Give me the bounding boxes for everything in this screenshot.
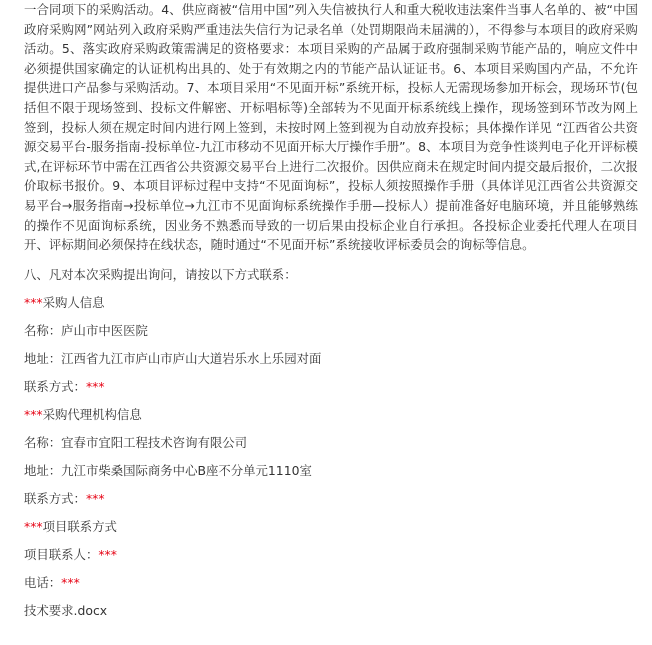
masked-text: ***	[24, 518, 43, 534]
agency-section-title	[24, 401, 638, 429]
agency-name	[24, 429, 638, 457]
purchaser-contact-label: 联系方式：	[24, 378, 86, 394]
masked-text: ***	[98, 546, 117, 562]
masked-text: ***	[85, 490, 105, 506]
agency-contact	[24, 485, 638, 513]
agency-address-label: 地址：	[24, 462, 62, 478]
project-contact-section-title	[24, 513, 638, 541]
purchaser-address-value: 江西省九江市庐山市庐山大道岩乐水上乐园对面	[61, 350, 322, 366]
attachment-link[interactable]: 技术要求.docx	[24, 602, 108, 618]
masked-text: ***	[24, 294, 43, 310]
agency-name-value: 宜春市宜阳工程技术咨询有限公司	[61, 434, 248, 450]
project-contact-person	[24, 541, 638, 569]
masked-text: ***	[61, 574, 80, 590]
project-contact-phone-label: 电话：	[24, 574, 62, 590]
agency-title-label: 采购代理机构信息	[42, 406, 142, 422]
purchaser-section-title	[24, 289, 638, 317]
purchaser-contact	[24, 373, 638, 401]
agency-address	[24, 457, 638, 485]
purchaser-name	[24, 317, 638, 345]
contact-heading: 八、凡对本次采购提出询问，请按以下方式联系：	[24, 266, 297, 282]
requirements-paragraph: 一合同项下的采购活动。4、供应商被“信用中国”列入失信被执行人和重大税收违法案件当事人名单的、被“中国政府采购网”网站列入政府采购严重违法失信行为记录名单（处罚期限尚未届满的），不得参与本项目的政府采购活动。5、落实政府采购政策需满足的资格要求：本项目采购的产品属于政府强制采购节能产品的，响应文件中必须提供国家确定的认证机构出具的、处于有效期之内的节能产品认证证书。6、本项目采购国内产品，不允许提供进口产品参与采购活动。7、本项目采用“不见面开标”系统开标，投标人无需现场参加开标会，现场环节(包括但不限于现场签到、投标文件解密、开标唱标等)全部转为不见面开标系统线上操作，现场签到环节改为网上签到，投标人须在规定时间内进行网上签到，未按时网上签到视为自动放弃投标；具体操作详见 “江西省公共资源交易平台-服务指南-投标单位-九江市移动不见面开标大厅操作手册”。8、本项目为竞争性谈判电子化开评标模式,在评标环节中需在江西省公共资源交易平台上进行二次报价。因供应商未在规定时间内提交最后报价，二次报价取标书报价。9、本项目评标过程中支持“不见面询标”，投标人须按照操作手册（具体详见江西省公共资源交易平台→服务指南→投标单位→九江市不见面询标系统操作手册—投标人）提前准备好电脑环境，并且能够熟练的操作不见面询标系统，因业务不熟悉而导致的一切后果由投标企业自行承担。各投标企业委托代理人在项目开、评标期间必须保持在线状态，随时通过“不见面开标”系统接收评标委员会的询标等信息。	[24, 2, 638, 253]
project-contact-title-label: 项目联系方式	[42, 518, 117, 534]
purchaser-address	[24, 345, 638, 373]
project-contact-person-label: 项目联系人：	[24, 546, 99, 562]
purchaser-name-value: 庐山市中医医院	[61, 322, 148, 338]
agency-name-label: 名称：	[24, 434, 62, 450]
project-contact-phone	[24, 569, 638, 597]
purchaser-address-label: 地址：	[24, 350, 62, 366]
attachment-row	[24, 597, 638, 625]
purchaser-name-label: 名称：	[24, 322, 62, 338]
purchaser-title-label: 采购人信息	[42, 294, 105, 310]
agency-contact-label: 联系方式：	[24, 490, 86, 506]
masked-text: ***	[85, 378, 105, 394]
agency-address-value: 九江市柴桑国际商务中心B座不分单元1110室	[61, 462, 312, 478]
masked-text: ***	[24, 406, 43, 422]
